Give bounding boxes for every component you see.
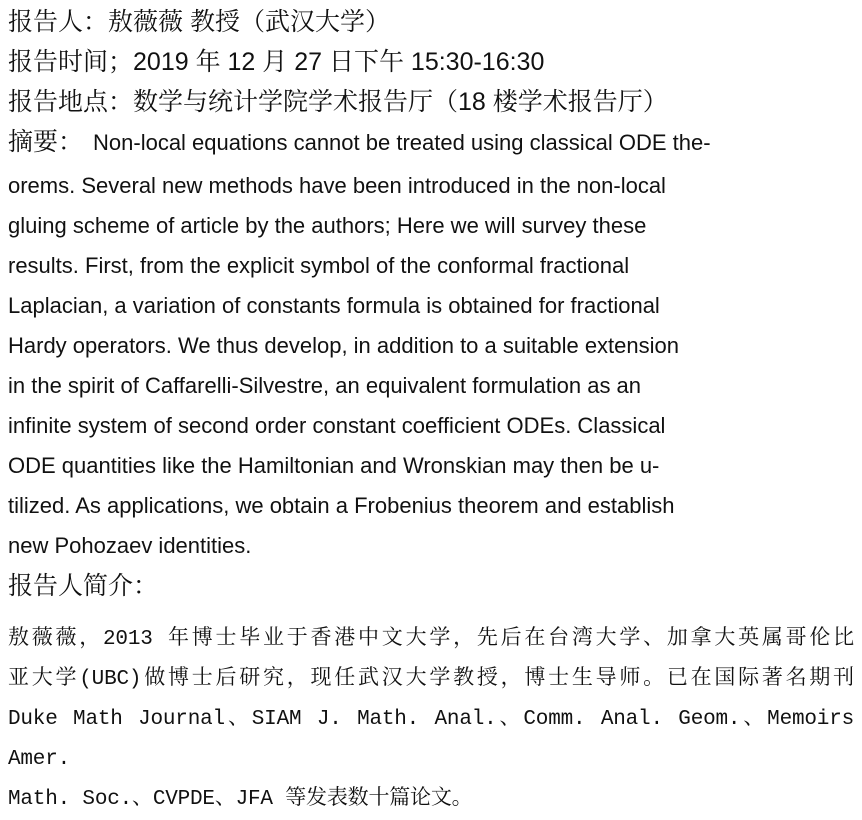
location-line	[8, 82, 854, 122]
bio-line: 敖薇薇，2013 年博士毕业于香港中文大学，先后在台湾大学、加拿大英属哥伦比	[8, 628, 854, 651]
bio-paragraph	[8, 620, 854, 820]
speaker-label: 报告人：	[8, 8, 109, 36]
abstract-line: results. First, from the explicit symbol of the conformal fractional	[8, 253, 630, 278]
abstract-line: ODE quantities like the Hamiltonian and Wronskian may then be u-	[8, 453, 660, 478]
time-label: 报告时间；	[8, 48, 134, 76]
speaker-value: 敖薇薇 教授（武汉大学）	[108, 8, 390, 36]
bio-line: 亚大学(UBC)做博士后研究，现任武汉大学教授，博士生导师。已在国际著名期刊	[8, 668, 854, 691]
location-label: 报告地点：	[8, 88, 134, 116]
abstract-line: orems. Several new methods have been introduced in the non-local	[8, 173, 666, 198]
abstract-label: 摘要：	[8, 128, 84, 156]
speaker-line	[8, 2, 854, 42]
time-line	[8, 42, 854, 82]
bio-line: Math. Soc.、CVPDE、JFA 等发表数十篇论文。	[8, 788, 473, 811]
abstract-line: in the spirit of Caffarelli-Silvestre, an equivalent formulation as an	[8, 373, 642, 398]
bio-heading: 报告人简介：	[8, 572, 159, 600]
time-value: 2019 年 12 月 27 日下午 15:30-16:30	[133, 48, 545, 76]
abstract-line: Laplacian, a variation of constants formula is obtained for fractional	[8, 293, 660, 318]
abstract-line: tilized. As applications, we obtain a Frobenius theorem and establish	[8, 493, 675, 518]
abstract-text: Non-local equations cannot be treated using classical ODE the-	[93, 130, 711, 155]
abstract-line: infinite system of second order constant coefficient ODEs. Classical	[8, 413, 666, 438]
abstract-line	[8, 122, 854, 166]
abstract-line: Hardy operators. We thus develop, in addition to a suitable extension	[8, 333, 679, 358]
abstract-paragraph	[8, 122, 854, 566]
bio-line: Duke Math Journal、SIAM J. Math. Anal.、Comm. Anal. Geom.、Memoirs Amer.	[8, 708, 854, 771]
abstract-line: gluing scheme of article by the authors; Here we will survey these	[8, 213, 647, 238]
location-value: 数学与统计学院学术报告厅（18 楼学术报告厅）	[133, 88, 668, 116]
abstract-line: new Pohozaev identities.	[8, 533, 252, 558]
